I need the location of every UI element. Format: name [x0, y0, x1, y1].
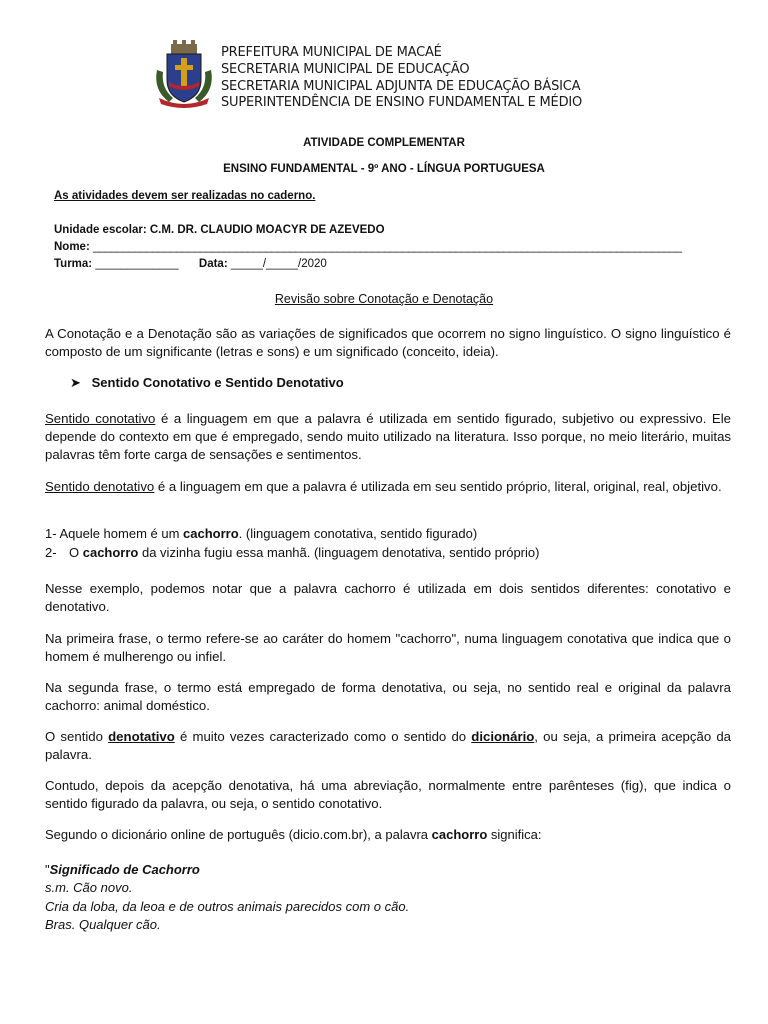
header-line-secretaria: SECRETARIA MUNICIPAL DE EDUCAÇÃO	[221, 62, 470, 77]
paragraph-nesse-exemplo: Nesse exemplo, podemos notar que a palavra cachorro é utilizada em dois sentidos diferentes: conotativo e denotativo.	[45, 581, 731, 614]
class-label: Turma:	[54, 258, 93, 270]
name-field	[54, 239, 682, 256]
p6-a: Segundo o dicionário online de português (dicio.com.br), a palavra	[45, 827, 432, 842]
date-blank: _____/_____/2020	[230, 258, 327, 270]
paragraph-sentido-denotativo	[45, 728, 731, 764]
section-title: Revisão sobre Conotação e Denotação	[274, 292, 494, 306]
conotativo-term: Sentido conotativo	[45, 411, 156, 426]
example-2-word: cachorro	[82, 545, 139, 560]
example-1-pre: 1- Aquele homem é um	[45, 526, 184, 541]
p6-c: significa:	[487, 827, 542, 842]
example-1	[45, 526, 477, 541]
quote-line-1: s.m. Cão novo.	[45, 880, 133, 895]
quote-line-2: Cria da loba, da leoa e de outros animais parecidos com o cão.	[45, 899, 410, 914]
denotativo-text: é a linguagem em que a palavra é utilizada em seu sentido próprio, literal, original, real, objetivo.	[154, 479, 722, 494]
quote-line-3: Bras. Qualquer cão.	[45, 917, 161, 932]
example-2-pre: O	[69, 545, 83, 560]
paragraph-primeira-frase: Na primeira frase, o termo refere-se ao caráter do homem "cachorro", numa linguagem conotativa que indica que o homem é mulherengo ou infiel.	[45, 631, 731, 664]
p4-c: é muito vezes caracterizado como o sentido do	[174, 729, 472, 744]
header-line-superintendencia: SUPERINTENDÊNCIA DE ENSINO FUNDAMENTAL E MÉDIO	[221, 95, 583, 110]
date-label: Data:	[198, 258, 228, 270]
header-line-prefeitura: PREFEITURA MUNICIPAL DE MACAÉ	[221, 45, 442, 60]
example-2-number: 2-	[45, 545, 57, 560]
intro-paragraph: A Conotação e a Denotação são as variações de significados que ocorrem no signo linguístico. O signo linguístico é composto de um significante (letras e sons) e um significado (conceito, ideia).	[45, 326, 731, 359]
bullet-item	[70, 375, 344, 391]
paragraph-segundo-dicionario	[45, 827, 541, 842]
conotativo-text: é a linguagem em que a palavra é utilizada em sentido figurado, subjetivo ou expressivo. Ele depende do contexto em que é empregado, sendo muito utilizado na literatura. Isso porque, no meio literário, muitas palavras têm forte carga de sensações e sentimentos.	[45, 411, 731, 462]
document-subtitle: ENSINO FUNDAMENTAL - 9º ANO - LÍNGUA PORTUGUESA	[223, 163, 545, 175]
name-blank: ___________________________________________________________________________________________________	[92, 241, 682, 253]
paragraph-segunda-frase: Na segunda frase, o termo está empregado de forma denotativa, ou seja, no sentido real e original da palavra cachorro: animal doméstico.	[45, 680, 731, 713]
class-blank: _____________	[95, 258, 179, 270]
example-2-post: da vizinha fugiu essa manhã. (linguagem denotativa, sentido próprio)	[138, 545, 540, 560]
instruction-text: As atividades devem ser realizadas no caderno.	[54, 190, 316, 202]
municipal-crest-logo	[151, 40, 217, 110]
paragraph-contudo: Contudo, depois da acepção denotativa, há uma abreviação, normalmente entre parênteses (fig), que indica o sentido figurado da palavra, ou seja, o sentido conotativo.	[45, 778, 731, 811]
denotativo-term: Sentido denotativo	[45, 479, 155, 494]
example-2	[45, 545, 539, 560]
quote-open-mark: "	[45, 862, 50, 877]
quote-title-text: Significado de Cachorro	[49, 862, 200, 877]
p6-cachorro: cachorro	[431, 827, 488, 842]
header-line-secretaria-adjunta: SECRETARIA MUNICIPAL ADJUNTA DE EDUCAÇÃO BÁSICA	[221, 79, 581, 94]
class-date-field	[54, 256, 327, 273]
p4-dicionario: dicionário	[471, 729, 535, 744]
example-1-post: . (linguagem conotativa, sentido figurado)	[238, 526, 478, 541]
p4-denotativo: denotativo	[108, 729, 175, 744]
p4-a: O sentido	[45, 729, 109, 744]
p4-e: , ou seja, a primeira acepção da palavra.	[45, 729, 731, 762]
conotativo-paragraph	[45, 410, 731, 464]
arrow-bullet-icon: ➤	[70, 375, 81, 390]
bullet-text: Sentido Conotativo e Sentido Denotativo	[91, 375, 344, 390]
name-label: Nome:	[54, 241, 90, 253]
example-1-word: cachorro	[183, 526, 239, 541]
document-title: ATIVIDADE COMPLEMENTAR	[303, 137, 465, 149]
school-field: Unidade escolar: C.M. DR. CLAUDIO MOACYR DE AZEVEDO	[54, 224, 385, 236]
denotativo-paragraph	[45, 478, 731, 496]
quote-title	[45, 862, 200, 877]
